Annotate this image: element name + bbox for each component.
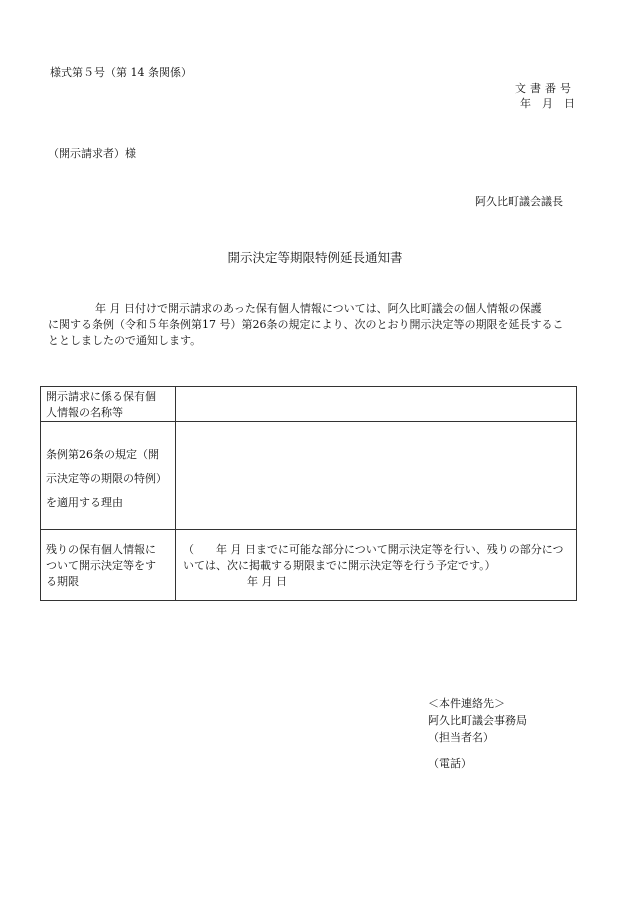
table-label-cell bbox=[41, 387, 176, 422]
row1-value bbox=[176, 387, 576, 399]
contact-phone: （電話） bbox=[428, 757, 472, 770]
sender-name: 阿久比町議会議長 bbox=[475, 195, 563, 208]
document-date-label: 年 月 日 bbox=[520, 97, 575, 110]
contact-info bbox=[428, 695, 527, 772]
form-number-label: 様式第５号（第 14 条関係） bbox=[50, 66, 192, 79]
table-row-info-name bbox=[41, 387, 577, 422]
table-value-cell bbox=[176, 422, 577, 530]
row3-value-date: 年 月 日 bbox=[247, 575, 287, 588]
table-row-deadline bbox=[41, 530, 577, 601]
contact-person: （担当者名） bbox=[428, 731, 494, 744]
row3-value-line-1: （ 年 月 日までに可能な部分について開示決定等を行い、残りの部分につ bbox=[183, 543, 564, 556]
body-line-1: 年 月 日付けで開示請求のあった保有個人情報については、阿久比町議会の個人情報の保護 bbox=[95, 302, 542, 315]
contact-heading: ＜本件連絡先＞ bbox=[428, 697, 505, 710]
table-value-cell bbox=[176, 530, 577, 601]
recipient-name: （開示請求者）様 bbox=[48, 147, 136, 160]
document-title: 開示決定等期限特例延長通知書 bbox=[227, 250, 403, 265]
row3-value bbox=[176, 530, 576, 590]
notice-body bbox=[48, 301, 580, 349]
table-label-cell bbox=[41, 530, 176, 601]
row3-value-line-2: いては、次に掲載する期限までに開示決定等を行う予定です。） bbox=[183, 559, 496, 572]
row2-label: 条例第26条の規定（開 示決定等の期限の特例） を適用する理由 bbox=[46, 448, 167, 509]
row1-label: 開示請求に係る保有個 人情報の名称等 bbox=[46, 390, 156, 419]
table-value-cell bbox=[176, 387, 577, 422]
row2-value bbox=[176, 422, 576, 434]
contact-office: 阿久比町議会事務局 bbox=[428, 714, 527, 727]
table-row-reason bbox=[41, 422, 577, 530]
row3-label: 残りの保有個人情報に ついて開示決定等をす る期限 bbox=[46, 543, 156, 588]
info-table bbox=[40, 386, 577, 601]
table-label-cell bbox=[41, 422, 176, 530]
body-line-2: に関する条例（令和５年条例第17 号）第26条の規定により、次のとおり開示決定等の期限を延長するこ bbox=[48, 318, 564, 331]
document-number-label: 文書番号 bbox=[515, 82, 575, 95]
body-line-3: ととしましたので通知します。 bbox=[48, 334, 202, 347]
